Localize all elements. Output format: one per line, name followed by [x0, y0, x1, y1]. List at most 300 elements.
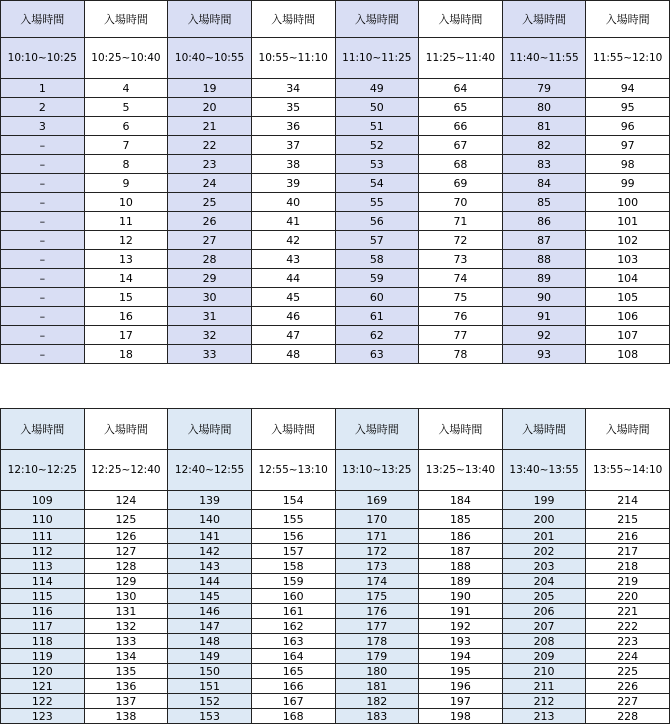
number-cell: 156 [251, 529, 335, 544]
number-cell: 72 [419, 231, 503, 250]
number-cell: 213 [502, 709, 586, 724]
number-cell: 114 [1, 574, 85, 589]
time-slot-cell: 11:55~12:10 [586, 38, 670, 79]
number-cell: 126 [84, 529, 168, 544]
number-cell: 80 [502, 98, 586, 117]
number-cell: 122 [1, 694, 85, 709]
number-cell: 106 [586, 307, 670, 326]
table-row [1, 269, 670, 288]
number-cell: 108 [586, 345, 670, 364]
column-header: 入場時間 [335, 409, 419, 450]
column-header: 入場時間 [419, 409, 503, 450]
number-cell: – [1, 269, 85, 288]
number-cell: 170 [335, 510, 419, 529]
entry-schedule-table-afternoon [0, 408, 670, 724]
number-cell: 24 [168, 174, 252, 193]
number-cell: 44 [251, 269, 335, 288]
number-cell: 116 [1, 604, 85, 619]
number-cell: 153 [168, 709, 252, 724]
number-cell: 86 [502, 212, 586, 231]
table-row [1, 155, 670, 174]
time-slot-cell: 12:40~12:55 [168, 450, 252, 491]
number-cell: 50 [335, 98, 419, 117]
table-row [1, 345, 670, 364]
number-cell: 10 [84, 193, 168, 212]
number-cell: 191 [419, 604, 503, 619]
number-cell: – [1, 174, 85, 193]
number-cell: 43 [251, 250, 335, 269]
number-cell: 45 [251, 288, 335, 307]
table-row [1, 288, 670, 307]
number-cell: 223 [586, 634, 670, 649]
table-row [1, 136, 670, 155]
table-row [1, 709, 670, 724]
table-row [1, 589, 670, 604]
table-row [1, 679, 670, 694]
number-cell: 132 [84, 619, 168, 634]
number-cell: 148 [168, 634, 252, 649]
number-cell: 65 [419, 98, 503, 117]
number-cell: 63 [335, 345, 419, 364]
number-cell: 209 [502, 649, 586, 664]
number-cell: 91 [502, 307, 586, 326]
number-cell: 119 [1, 649, 85, 664]
number-cell: 186 [419, 529, 503, 544]
number-cell: 227 [586, 694, 670, 709]
number-cell: 19 [168, 79, 252, 98]
number-cell: 193 [419, 634, 503, 649]
number-cell: 176 [335, 604, 419, 619]
number-cell: 149 [168, 649, 252, 664]
number-cell: 199 [502, 491, 586, 510]
number-cell: 21 [168, 117, 252, 136]
number-cell: 48 [251, 345, 335, 364]
number-cell: 28 [168, 250, 252, 269]
number-cell: 158 [251, 559, 335, 574]
number-cell: 228 [586, 709, 670, 724]
number-cell: 151 [168, 679, 252, 694]
number-cell: 166 [251, 679, 335, 694]
column-header: 入場時間 [1, 409, 85, 450]
number-cell: 16 [84, 307, 168, 326]
number-cell: 204 [502, 574, 586, 589]
number-cell: 218 [586, 559, 670, 574]
number-cell: 13 [84, 250, 168, 269]
time-slot-cell: 10:10~10:25 [1, 38, 85, 79]
number-cell: 105 [586, 288, 670, 307]
header-row [1, 409, 670, 450]
number-cell: 76 [419, 307, 503, 326]
table-row [1, 544, 670, 559]
number-cell: 225 [586, 664, 670, 679]
number-cell: 152 [168, 694, 252, 709]
number-cell: 49 [335, 79, 419, 98]
table-row [1, 491, 670, 510]
table-row [1, 649, 670, 664]
number-cell: 222 [586, 619, 670, 634]
number-cell: 12 [84, 231, 168, 250]
number-cell: 59 [335, 269, 419, 288]
number-cell: 175 [335, 589, 419, 604]
number-cell: 107 [586, 326, 670, 345]
number-cell: 140 [168, 510, 252, 529]
number-cell: 34 [251, 79, 335, 98]
number-cell: 188 [419, 559, 503, 574]
number-cell: 82 [502, 136, 586, 155]
number-cell: 181 [335, 679, 419, 694]
number-cell: 168 [251, 709, 335, 724]
time-slot-row [1, 38, 670, 79]
number-cell: 52 [335, 136, 419, 155]
number-cell: 36 [251, 117, 335, 136]
number-cell: 102 [586, 231, 670, 250]
table-row [1, 694, 670, 709]
number-cell: 197 [419, 694, 503, 709]
number-cell: 69 [419, 174, 503, 193]
number-cell: 1 [1, 79, 85, 98]
number-cell: 71 [419, 212, 503, 231]
header-row [1, 1, 670, 38]
number-cell: 42 [251, 231, 335, 250]
time-slot-cell: 12:55~13:10 [251, 450, 335, 491]
time-slot-cell: 10:55~11:10 [251, 38, 335, 79]
number-cell: 139 [168, 491, 252, 510]
number-cell: 99 [586, 174, 670, 193]
number-cell: 97 [586, 136, 670, 155]
number-cell: 95 [586, 98, 670, 117]
number-cell: – [1, 231, 85, 250]
table-row [1, 98, 670, 117]
number-cell: 157 [251, 544, 335, 559]
table-row [1, 326, 670, 345]
number-cell: 5 [84, 98, 168, 117]
number-cell: 202 [502, 544, 586, 559]
table-row [1, 604, 670, 619]
number-cell: 219 [586, 574, 670, 589]
number-cell: 162 [251, 619, 335, 634]
time-slot-cell: 10:40~10:55 [168, 38, 252, 79]
number-cell: 159 [251, 574, 335, 589]
number-cell: 171 [335, 529, 419, 544]
number-cell: 147 [168, 619, 252, 634]
number-cell: 172 [335, 544, 419, 559]
number-cell: 142 [168, 544, 252, 559]
number-cell: 89 [502, 269, 586, 288]
number-cell: 195 [419, 664, 503, 679]
time-slot-cell: 11:40~11:55 [502, 38, 586, 79]
column-header: 入場時間 [502, 409, 586, 450]
number-cell: 146 [168, 604, 252, 619]
number-cell: 46 [251, 307, 335, 326]
number-cell: 125 [84, 510, 168, 529]
number-cell: 88 [502, 250, 586, 269]
number-cell: 185 [419, 510, 503, 529]
time-slot-cell: 12:10~12:25 [1, 450, 85, 491]
number-cell: 145 [168, 589, 252, 604]
number-cell: 39 [251, 174, 335, 193]
number-cell: 11 [84, 212, 168, 231]
time-slot-cell: 12:25~12:40 [84, 450, 168, 491]
time-slot-cell: 13:55~14:10 [586, 450, 670, 491]
number-cell: 115 [1, 589, 85, 604]
number-cell: 167 [251, 694, 335, 709]
number-cell: 118 [1, 634, 85, 649]
number-cell: 66 [419, 117, 503, 136]
number-cell: 131 [84, 604, 168, 619]
number-cell: 206 [502, 604, 586, 619]
number-cell: 160 [251, 589, 335, 604]
number-cell: 32 [168, 326, 252, 345]
number-cell: 161 [251, 604, 335, 619]
number-cell: 101 [586, 212, 670, 231]
table-row [1, 529, 670, 544]
number-cell: 164 [251, 649, 335, 664]
number-cell: 192 [419, 619, 503, 634]
number-cell: 111 [1, 529, 85, 544]
table-row [1, 510, 670, 529]
number-cell: 190 [419, 589, 503, 604]
number-cell: 93 [502, 345, 586, 364]
number-cell: 26 [168, 212, 252, 231]
column-header: 入場時間 [251, 1, 335, 38]
number-cell: – [1, 307, 85, 326]
number-cell: 73 [419, 250, 503, 269]
number-cell: – [1, 288, 85, 307]
number-cell: 217 [586, 544, 670, 559]
number-cell: 208 [502, 634, 586, 649]
number-cell: 110 [1, 510, 85, 529]
number-cell: 177 [335, 619, 419, 634]
number-cell: 33 [168, 345, 252, 364]
number-cell: 25 [168, 193, 252, 212]
number-cell: 30 [168, 288, 252, 307]
number-cell: 56 [335, 212, 419, 231]
number-cell: 196 [419, 679, 503, 694]
number-cell: 64 [419, 79, 503, 98]
table-row [1, 212, 670, 231]
time-slot-cell: 13:10~13:25 [335, 450, 419, 491]
time-slot-cell: 11:10~11:25 [335, 38, 419, 79]
number-cell: 136 [84, 679, 168, 694]
number-cell: 120 [1, 664, 85, 679]
number-cell: 92 [502, 326, 586, 345]
column-header: 入場時間 [251, 409, 335, 450]
number-cell: 62 [335, 326, 419, 345]
number-cell: 155 [251, 510, 335, 529]
number-cell: 104 [586, 269, 670, 288]
number-cell: 81 [502, 117, 586, 136]
number-cell: 179 [335, 649, 419, 664]
column-header: 入場時間 [335, 1, 419, 38]
number-cell: – [1, 212, 85, 231]
number-cell: 214 [586, 491, 670, 510]
number-cell: 79 [502, 79, 586, 98]
number-cell: 113 [1, 559, 85, 574]
number-cell: 200 [502, 510, 586, 529]
number-cell: 78 [419, 345, 503, 364]
time-slot-cell: 13:25~13:40 [419, 450, 503, 491]
table-row [1, 193, 670, 212]
number-cell: 124 [84, 491, 168, 510]
number-cell: 123 [1, 709, 85, 724]
number-cell: 141 [168, 529, 252, 544]
number-cell: 224 [586, 649, 670, 664]
number-cell: 128 [84, 559, 168, 574]
number-cell: 220 [586, 589, 670, 604]
number-cell: 22 [168, 136, 252, 155]
table-row [1, 664, 670, 679]
column-header: 入場時間 [419, 1, 503, 38]
number-cell: – [1, 136, 85, 155]
number-cell: 135 [84, 664, 168, 679]
number-cell: 68 [419, 155, 503, 174]
number-cell: 35 [251, 98, 335, 117]
number-cell: 187 [419, 544, 503, 559]
number-cell: 109 [1, 491, 85, 510]
number-cell: 211 [502, 679, 586, 694]
number-cell: 216 [586, 529, 670, 544]
table-row [1, 117, 670, 136]
number-cell: – [1, 155, 85, 174]
time-slot-cell: 11:25~11:40 [419, 38, 503, 79]
number-cell: 8 [84, 155, 168, 174]
table-row [1, 619, 670, 634]
number-cell: 173 [335, 559, 419, 574]
number-cell: 98 [586, 155, 670, 174]
number-cell: 57 [335, 231, 419, 250]
number-cell: 212 [502, 694, 586, 709]
number-cell: 182 [335, 694, 419, 709]
number-cell: 6 [84, 117, 168, 136]
number-cell: 75 [419, 288, 503, 307]
number-cell: 90 [502, 288, 586, 307]
table-row [1, 634, 670, 649]
number-cell: 17 [84, 326, 168, 345]
number-cell: 133 [84, 634, 168, 649]
number-cell: 184 [419, 491, 503, 510]
number-cell: 27 [168, 231, 252, 250]
number-cell: 60 [335, 288, 419, 307]
number-cell: 205 [502, 589, 586, 604]
number-cell: 58 [335, 250, 419, 269]
number-cell: 38 [251, 155, 335, 174]
column-header: 入場時間 [84, 409, 168, 450]
number-cell: 117 [1, 619, 85, 634]
number-cell: 85 [502, 193, 586, 212]
number-cell: 41 [251, 212, 335, 231]
number-cell: 169 [335, 491, 419, 510]
number-cell: – [1, 326, 85, 345]
number-cell: 47 [251, 326, 335, 345]
number-cell: 53 [335, 155, 419, 174]
number-cell: 20 [168, 98, 252, 117]
number-cell: 189 [419, 574, 503, 589]
number-cell: 121 [1, 679, 85, 694]
number-cell: 174 [335, 574, 419, 589]
number-cell: 130 [84, 589, 168, 604]
number-cell: 127 [84, 544, 168, 559]
number-cell: 150 [168, 664, 252, 679]
number-cell: 194 [419, 649, 503, 664]
number-cell: – [1, 345, 85, 364]
column-header: 入場時間 [84, 1, 168, 38]
number-cell: 67 [419, 136, 503, 155]
number-cell: 70 [419, 193, 503, 212]
number-cell: 61 [335, 307, 419, 326]
number-cell: 154 [251, 491, 335, 510]
table-row [1, 559, 670, 574]
number-cell: 77 [419, 326, 503, 345]
number-cell: 94 [586, 79, 670, 98]
number-cell: 74 [419, 269, 503, 288]
number-cell: 226 [586, 679, 670, 694]
number-cell: – [1, 193, 85, 212]
number-cell: 15 [84, 288, 168, 307]
number-cell: 29 [168, 269, 252, 288]
time-slot-row [1, 450, 670, 491]
number-cell: 4 [84, 79, 168, 98]
table-row [1, 79, 670, 98]
number-cell: 221 [586, 604, 670, 619]
number-cell: 183 [335, 709, 419, 724]
number-cell: 84 [502, 174, 586, 193]
number-cell: 103 [586, 250, 670, 269]
column-header: 入場時間 [586, 1, 670, 38]
time-slot-cell: 13:40~13:55 [502, 450, 586, 491]
table-row [1, 574, 670, 589]
number-cell: 9 [84, 174, 168, 193]
number-cell: – [1, 250, 85, 269]
number-cell: 178 [335, 634, 419, 649]
number-cell: 201 [502, 529, 586, 544]
table-row [1, 174, 670, 193]
column-header: 入場時間 [1, 1, 85, 38]
number-cell: 96 [586, 117, 670, 136]
column-header: 入場時間 [168, 1, 252, 38]
number-cell: 2 [1, 98, 85, 117]
number-cell: 112 [1, 544, 85, 559]
number-cell: 207 [502, 619, 586, 634]
column-header: 入場時間 [502, 1, 586, 38]
number-cell: 165 [251, 664, 335, 679]
number-cell: 51 [335, 117, 419, 136]
number-cell: 138 [84, 709, 168, 724]
number-cell: 144 [168, 574, 252, 589]
number-cell: 163 [251, 634, 335, 649]
number-cell: 37 [251, 136, 335, 155]
column-header: 入場時間 [168, 409, 252, 450]
number-cell: 215 [586, 510, 670, 529]
table-row [1, 231, 670, 250]
number-cell: 129 [84, 574, 168, 589]
column-header: 入場時間 [586, 409, 670, 450]
number-cell: 180 [335, 664, 419, 679]
table-row [1, 250, 670, 269]
number-cell: 40 [251, 193, 335, 212]
number-cell: 87 [502, 231, 586, 250]
number-cell: 14 [84, 269, 168, 288]
number-cell: 55 [335, 193, 419, 212]
number-cell: 54 [335, 174, 419, 193]
number-cell: 3 [1, 117, 85, 136]
number-cell: 23 [168, 155, 252, 174]
number-cell: 83 [502, 155, 586, 174]
time-slot-cell: 10:25~10:40 [84, 38, 168, 79]
number-cell: 100 [586, 193, 670, 212]
number-cell: 137 [84, 694, 168, 709]
number-cell: 143 [168, 559, 252, 574]
number-cell: 134 [84, 649, 168, 664]
